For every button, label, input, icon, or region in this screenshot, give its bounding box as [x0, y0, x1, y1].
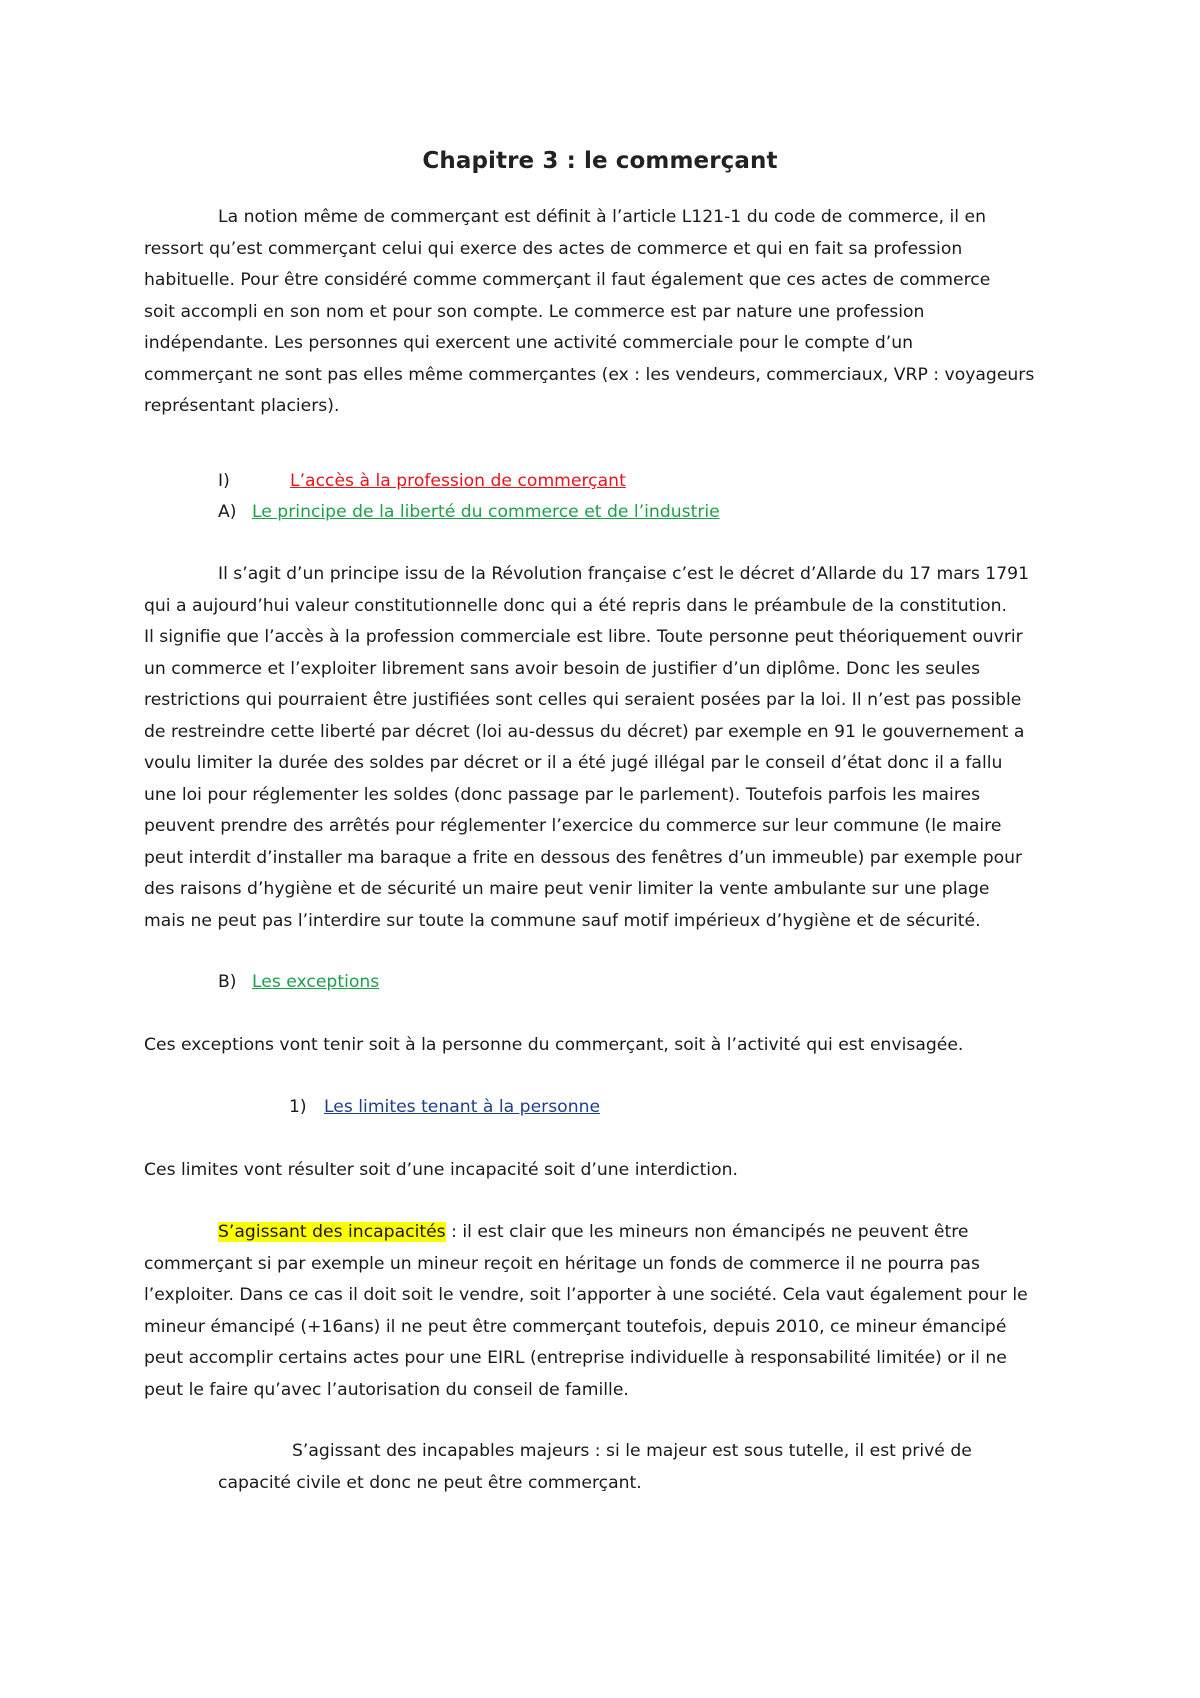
text-line: Ces exceptions vont tenir soit à la personne du commerçant, soit à l’activité qui est envisagée.: [144, 1035, 964, 1055]
text-line: [144, 1217, 1064, 1249]
text-line: La notion même de commerçant est définit à l’article L121-1 du code de commerce, il en: [218, 207, 986, 227]
text-line: qui a aujourd’hui valeur constitutionnelle donc qui a été repris dans le préambule de la constitution.: [144, 595, 1007, 616]
text-line: restrictions qui pourraient être justifiées sont celles qui seraient posées par la loi. Il n’est pas possible: [144, 690, 1022, 710]
text-line: une loi pour réglementer les soldes (donc passage par le parlement). Toutefois parfois les maires: [144, 784, 981, 805]
text-line: de restreindre cette liberté par décret (loi au-dessus du décret) par exemple en 91 le gouvernement a: [144, 721, 1025, 742]
limites-paragraph: [144, 1155, 1064, 1187]
text-line: représentant placiers).: [144, 396, 340, 416]
text-fragment: : il est clair que les mineurs non émancipés ne peuvent être: [445, 1222, 969, 1242]
heading-section-a-label: Le principe de la liberté du commerce et de l’industrie: [252, 502, 720, 522]
text-line: commerçant si par exemple un mineur reçoit en héritage un fonds de commerce il ne pourra pas: [144, 1253, 980, 1274]
text-line: Il s’agit d’un principe issu de la Révolution française c’est le décret d’Allarde du 17 mars 1791: [218, 564, 1030, 584]
incapacites-paragraph: [144, 1217, 1064, 1406]
text-line: commerçant ne sont pas elles même commerçantes (ex : les vendeurs, commerciaux, VRP : voyageurs: [144, 364, 1035, 385]
intro-paragraph: [144, 202, 1064, 423]
highlighted-text: S’agissant des incapacités: [218, 1222, 446, 1242]
text-line: mais ne peut pas l’interdire sur toute la commune sauf motif impérieux d’hygiène et de sécurité.: [144, 910, 981, 931]
text-line: Il signifie que l’accès à la profession commerciale est libre. Toute personne peut théoriquement ouvrir: [144, 627, 1023, 647]
text-line: mineur émancipé (+16ans) il ne peut être commerçant toutefois, depuis 2010, ce mineur émancipé: [144, 1316, 1007, 1337]
text-line: S’agissant des incapables majeurs : si le majeur est sous tutelle, il est privé de: [292, 1441, 972, 1461]
heading-number: A): [218, 502, 237, 522]
heading-section-b-label: Les exceptions: [252, 972, 380, 992]
page-title: Chapitre 3 : le commerçant: [422, 148, 778, 174]
text-line: peut interdit d’installer ma baraque a frite en dessous des fenêtres d’un immeuble) par exemple pour: [144, 847, 1023, 868]
heading-section-b: [218, 967, 379, 999]
heading-number: 1): [289, 1097, 307, 1117]
text-line: soit accompli en son nom et pour son compte. Le commerce est par nature une profession: [144, 301, 925, 322]
text-line: peuvent prendre des arrêtés pour réglementer l’exercice du commerce sur leur commune (le maire: [144, 816, 1002, 836]
text-line: des raisons d’hygiène et de sécurité un maire peut venir limiter la vente ambulante sur une plage: [144, 879, 990, 899]
text-line: indépendante. Les personnes qui exercent une activité commerciale pour le compte d’un: [144, 333, 914, 353]
text-line: voulu limiter la durée des soldes par décret or il a été jugé illégal par le conseil d’état donc il a fallu: [144, 753, 1003, 773]
majeurs-paragraph: [218, 1436, 1078, 1499]
exceptions-paragraph: [144, 1030, 1064, 1062]
text-line: peut le faire qu’avec l’autorisation du conseil de famille.: [144, 1379, 629, 1400]
heading-number: B): [218, 972, 237, 992]
heading-section-i-label: L’accès à la profession de commerçant: [290, 471, 626, 491]
text-line: un commerce et l’exploiter librement sans avoir besoin de justifier d’un diplôme. Donc les seules: [144, 658, 981, 679]
text-line: Ces limites vont résulter soit d’une incapacité soit d’une interdiction.: [144, 1160, 738, 1180]
heading-number: I): [218, 471, 230, 491]
text-line: l’exploiter. Dans ce cas il doit soit le vendre, soit l’apporter à une société. Cela vaut également pour le: [144, 1285, 1028, 1305]
text-line: habituelle. Pour être considéré comme commerçant il faut également que ces actes de commerce: [144, 270, 991, 290]
heading-section-1-label: Les limites tenant à la personne: [324, 1097, 601, 1117]
text-line: peut accomplir certains actes pour une EIRL (entreprise individuelle à responsabilité limitée) or il ne: [144, 1348, 1007, 1368]
text-line: capacité civile et donc ne peut être commerçant.: [218, 1472, 642, 1493]
heading-section-1: [289, 1092, 600, 1124]
heading-section-i: [218, 466, 626, 498]
principle-paragraph: [144, 559, 1064, 937]
text-line: ressort qu’est commerçant celui qui exerce des actes de commerce et qui en fait sa profession: [144, 238, 963, 259]
heading-section-a: [218, 497, 720, 529]
